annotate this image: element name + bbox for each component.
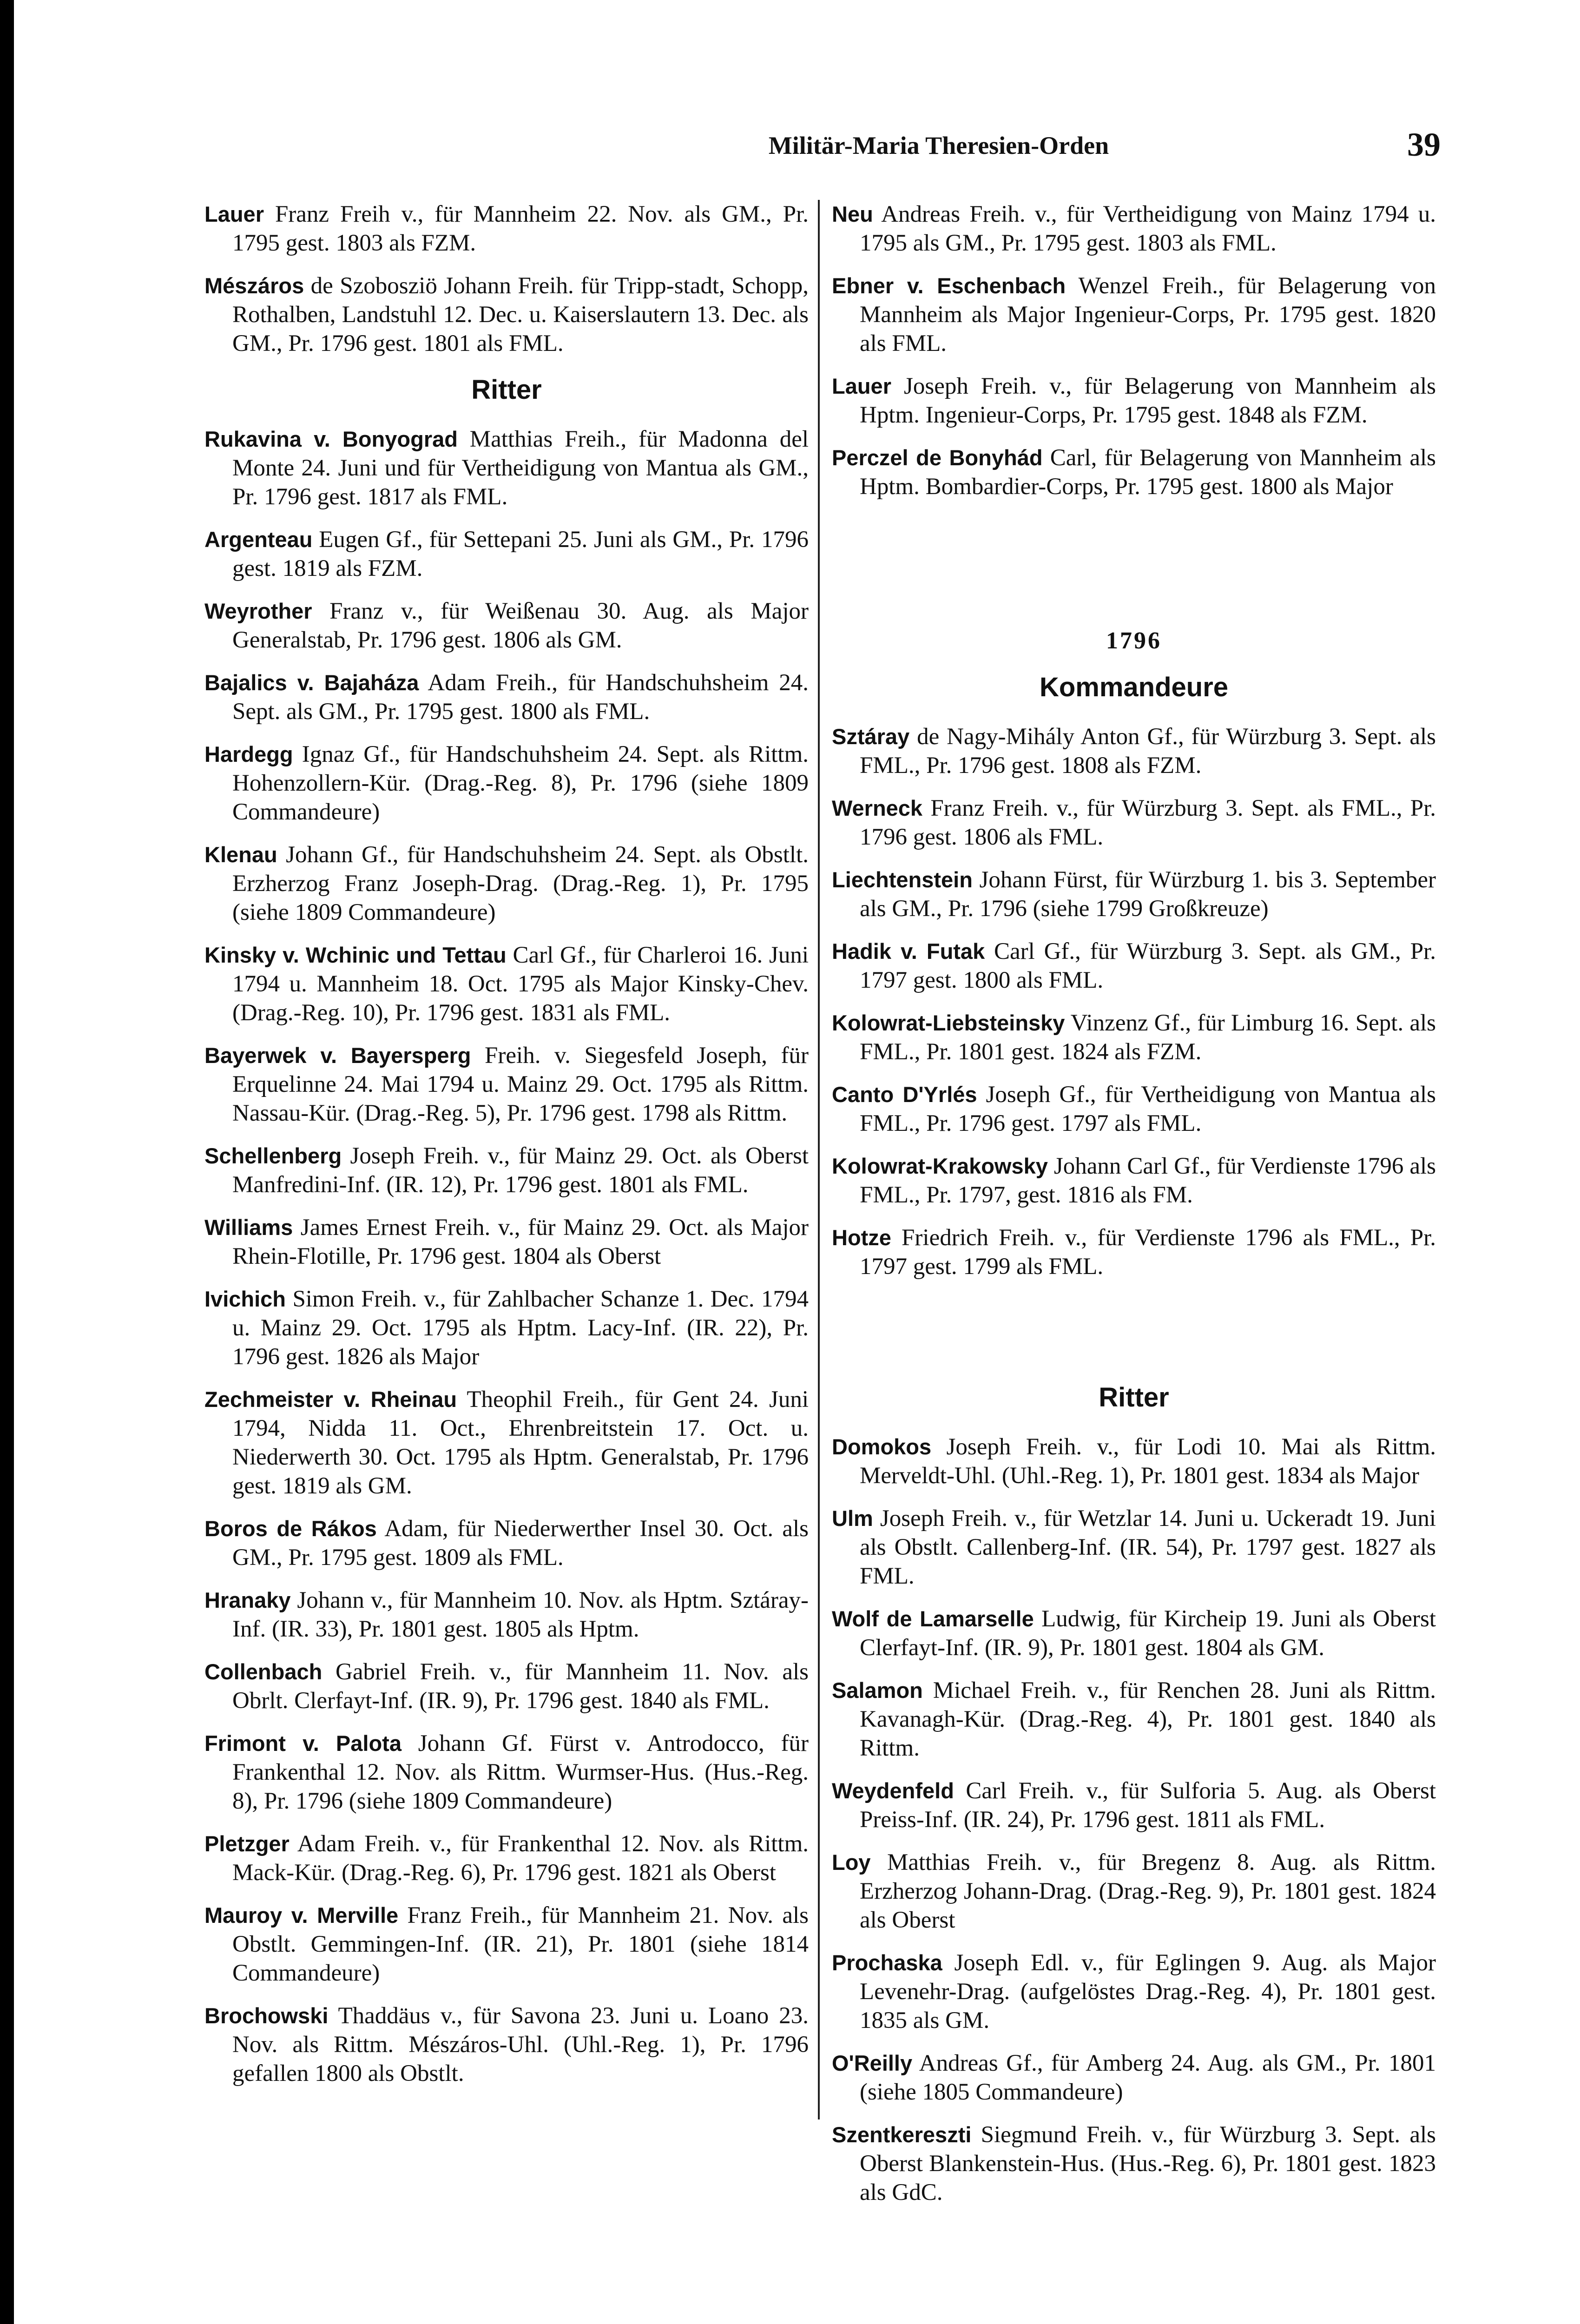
entry — [204, 1514, 809, 1572]
entry-text: Joseph Freih. v., für Mainz 29. Oct. als Oberst Manfredini-Inf. (IR. 12), Pr. 1796 gest. 1801 als FML. — [232, 1143, 809, 1198]
entry-name: Kinsky v. Wchinic und Tettau — [204, 943, 507, 967]
entry — [832, 2049, 1436, 2106]
entry-name: Pletzger — [204, 1831, 290, 1856]
left-column — [204, 200, 809, 2102]
entry — [832, 1848, 1436, 1934]
entry-text: Gabriel Freih. v., für Mannheim 11. Nov. als Obrlt. Clerfayt-Inf. (IR. 9), Pr. 1796 gest. 1840 als FML. — [232, 1659, 809, 1714]
entry — [204, 1041, 809, 1128]
entry — [832, 2120, 1436, 2207]
entry — [204, 1901, 809, 1987]
entry — [204, 1657, 809, 1715]
entry-name: Kolowrat-Liebsteinsky — [832, 1010, 1065, 1035]
entry — [832, 722, 1436, 780]
year-title: 1796 — [1106, 627, 1162, 654]
entry-name: Bajalics v. Bajaháza — [204, 670, 419, 695]
entry-text: de Szobosziö Johann Freih. für Tripp-stadt, Schopp, Rothalben, Landstuhl 12. Dec. u. Kaiserslautern 13. Dec. als GM., Pr. 1796 gest. 1801 als FML. — [232, 273, 809, 357]
entry — [832, 1604, 1436, 1662]
entry — [832, 1948, 1436, 2035]
entry-text: Franz Freih. v., für Würzburg 3. Sept. als FML., Pr. 1796 gest. 1806 als FML. — [860, 795, 1436, 850]
entry-name: Hadik v. Futak — [832, 939, 985, 964]
entry-text: Freih. v. Siegesfeld Joseph, für Erquelinne 24. Mai 1794 u. Mainz 29. Oct. 1795 als Rittm. Nassau-Kür. (Drag.-Reg. 5), Pr. 1796 gest. 1798 als Rittm. — [232, 1043, 809, 1126]
entry-text: Johann Gf., für Handschuhsheim 24. Sept. als Obstlt. Erzherzog Franz Joseph-Drag. (Drag.-Reg. 1), Pr. 1795 (siehe 1809 Commandeure) — [232, 842, 809, 925]
entry — [204, 1586, 809, 1644]
entry-text: Adam Freih. v., für Frankenthal 12. Nov. als Rittm. Mack-Kür. (Drag.-Reg. 6), Pr. 1796 gest. 1821 als Oberst — [232, 1831, 809, 1886]
entry — [204, 740, 809, 826]
entry — [832, 200, 1436, 257]
entry-name: Collenbach — [204, 1659, 323, 1684]
scan-edge-left — [0, 0, 14, 2324]
entry-text: Carl, für Belagerung von Mannheim als Hptm. Bombardier-Corps, Pr. 1795 gest. 1800 als Major — [860, 445, 1436, 500]
right-column — [832, 200, 1436, 2221]
entry — [204, 2001, 809, 2088]
entry-name: Ivichich — [204, 1287, 286, 1311]
entry-text: Vinzenz Gf., für Limburg 16. Sept. als FML., Pr. 1801 gest. 1824 als FZM. — [860, 1010, 1436, 1065]
entry-text: Franz Freih v., für Mannheim 22. Nov. als GM., Pr. 1795 gest. 1803 als FZM. — [232, 201, 809, 256]
entry — [204, 840, 809, 927]
entry-name: O'Reilly — [832, 2051, 913, 2075]
left-entries-b — [204, 425, 809, 2088]
left-entries-a — [204, 200, 809, 358]
entry-name: Salamon — [832, 1678, 923, 1703]
entry-text: Andreas Gf., für Amberg 24. Aug. als GM., Pr. 1801 (siehe 1805 Commandeure) — [860, 2050, 1436, 2105]
entry — [832, 1433, 1436, 1490]
entry-name: Ebner v. Eschenbach — [832, 273, 1066, 298]
entry — [204, 1142, 809, 1199]
entry-text: Thaddäus v., für Savona 23. Juni u. Loano 23. Nov. als Rittm. Mészáros-Uhl. (Uhl.-Reg. 1), Pr. 1796 gefallen 1800 als Obstlt. — [232, 2003, 809, 2086]
entry — [832, 794, 1436, 852]
entry — [832, 1080, 1436, 1138]
entry — [832, 937, 1436, 995]
entry-name: Canto D'Yrlés — [832, 1082, 977, 1107]
running-title: Militär-Maria Theresien-Orden — [768, 132, 1109, 159]
entry-text: Ignaz Gf., für Handschuhsheim 24. Sept. als Rittm. Hohenzollern-Kür. (Drag.-Reg. 8), Pr. 1796 (siehe 1809 Commandeure) — [232, 741, 809, 825]
entry-name: Liechtenstein — [832, 867, 973, 892]
entry-text: Joseph Freih. v., für Wetzlar 14. Juni u. Uckeradt 19. Juni als Obstlt. Callenberg-Inf. (IR. 54), Pr. 1797 gest. 1827 als FML. — [860, 1505, 1436, 1589]
section-title-ritter-right: Ritter — [1099, 1382, 1169, 1413]
entry — [832, 1776, 1436, 1834]
entry — [204, 1385, 809, 1500]
entry — [204, 597, 809, 654]
entry-text: Wenzel Freih., für Belagerung von Mannheim als Major Ingenieur-Corps, Pr. 1795 gest. 1820 als FML. — [860, 273, 1436, 357]
entry-name: Werneck — [832, 796, 923, 820]
entry — [832, 1009, 1436, 1066]
entry-text: Ludwig, für Kircheip 19. Juni als Oberst Clerfayt-Inf. (IR. 9), Pr. 1801 gest. 1804 als GM. — [860, 1606, 1436, 1661]
entry — [204, 1285, 809, 1371]
right-entries-c — [832, 1433, 1436, 2207]
entry-name: Bayerwek v. Bayersperg — [204, 1043, 471, 1068]
entry-name: Frimont v. Palota — [204, 1731, 402, 1756]
entry-name: Lauer — [204, 202, 264, 226]
entry-name: Rukavina v. Bonyograd — [204, 427, 458, 451]
entry-text: de Nagy-Mihály Anton Gf., für Würzburg 3. Sept. als FML., Pr. 1796 gest. 1808 als FZM. — [860, 724, 1436, 779]
entry — [832, 372, 1436, 429]
entry-name: Lauer — [832, 374, 891, 398]
right-entries-a — [832, 200, 1436, 501]
entry-text: Theophil Freih., für Gent 24. Juni 1794, Nidda 11. Oct., Ehrenbreitstein 17. Oct. u. Niederwerth 30. Oct. 1795 als Hptm. Generalstab, Pr. 1796 gest. 1819 als GM. — [232, 1386, 809, 1499]
page-number: 39 — [1407, 126, 1441, 163]
entry — [204, 668, 809, 726]
entry-text: Friedrich Freih. v., für Verdienste 1796 als FML., Pr. 1797 gest. 1799 als FML. — [860, 1225, 1436, 1280]
entry-name: Williams — [204, 1215, 293, 1240]
entry-name: Mauroy v. Merville — [204, 1903, 399, 1928]
entry-name: Loy — [832, 1850, 871, 1875]
entry-text: Carl Gf., für Würzburg 3. Sept. als GM., Pr. 1797 gest. 1800 als FML. — [860, 938, 1436, 993]
entry — [204, 271, 809, 358]
entry-name: Ulm — [832, 1506, 873, 1531]
entry — [832, 865, 1436, 923]
column-divider — [818, 200, 820, 2119]
entry — [832, 1676, 1436, 1763]
entry-text: Johann Fürst, für Würzburg 1. bis 3. September als GM., Pr. 1796 (siehe 1799 Großkreuze) — [860, 867, 1436, 922]
entry-text: Joseph Freih. v., für Lodi 10. Mai als Rittm. Merveldt-Uhl. (Uhl.-Reg. 1), Pr. 1801 gest. 1834 als Major — [860, 1434, 1436, 1489]
entry-name: Boros de Rákos — [204, 1516, 377, 1541]
entry-text: Michael Freih. v., für Renchen 28. Juni als Rittm. Kavanagh-Kür. (Drag.-Reg. 4), Pr. 1801 gest. 1840 als Rittm. — [860, 1677, 1436, 1761]
entry — [204, 941, 809, 1027]
section-title-ritter-left: Ritter — [471, 375, 542, 405]
entry-text: Carl Gf., für Charleroi 16. Juni 1794 u. Mannheim 18. Oct. 1795 als Major Kinsky-Chev. (Drag.-Reg. 10), Pr. 1796 gest. 1831 als FML. — [232, 942, 809, 1026]
entry-name: Kolowrat-Krakowsky — [832, 1154, 1048, 1178]
entry-text: Carl Freih. v., für Sulforia 5. Aug. als Oberst Preiss-Inf. (IR. 24), Pr. 1796 gest. 1811 als FML. — [860, 1778, 1436, 1833]
entry-name: Zechmeister v. Rheinau — [204, 1387, 457, 1412]
entry-text: Johann Gf. Fürst v. Antrodocco, für Frankenthal 12. Nov. als Rittm. Wurmser-Hus. (Hus.-Reg. 8), Pr. 1796 (siehe 1809 Commandeure) — [232, 1730, 809, 1814]
entry-name: Weyrother — [204, 599, 312, 623]
section-title-kommandeure: Kommandeure — [1039, 672, 1229, 702]
entry-name: Domokos — [832, 1434, 932, 1459]
entry-name: Sztáray — [832, 724, 910, 749]
entry-text: Franz Freih., für Mannheim 21. Nov. als Obstlt. Gemmingen-Inf. (IR. 21), Pr. 1801 (siehe 1814 Commandeure) — [232, 1902, 809, 1986]
entry — [204, 1729, 809, 1816]
page-header — [204, 126, 1441, 173]
entry-name: Wolf de Lamarselle — [832, 1606, 1034, 1631]
entry-text: Joseph Freih. v., für Belagerung von Mannheim als Hptm. Ingenieur-Corps, Pr. 1795 gest. 1848 als FZM. — [860, 373, 1436, 428]
entry — [832, 1223, 1436, 1281]
entry-text: Matthias Freih. v., für Bregenz 8. Aug. als Rittm. Erzherzog Johann-Drag. (Drag.-Reg. 9), Pr. 1801 gest. 1824 als Oberst — [860, 1849, 1436, 1933]
entry-text: Johann v., für Mannheim 10. Nov. als Hptm. Sztáray-Inf. (IR. 33), Pr. 1801 gest. 1805 als Hptm. — [232, 1587, 809, 1642]
entry — [832, 1504, 1436, 1591]
entry-text: Siegmund Freih. v., für Würzburg 3. Sept. als Oberst Blankenstein-Hus. (Hus.-Reg. 6), Pr. 1801 gest. 1823 als GdC. — [860, 2122, 1436, 2205]
entry-name: Argenteau — [204, 527, 313, 552]
entry-text: Johann Carl Gf., für Verdienste 1796 als FML., Pr. 1797, gest. 1816 als FM. — [860, 1153, 1436, 1208]
right-entries-b — [832, 722, 1436, 1281]
entry-name: Hranaky — [204, 1588, 291, 1612]
entry — [204, 1829, 809, 1887]
entry-text: Simon Freih. v., für Zahlbacher Schanze 1. Dec. 1794 u. Mainz 29. Oct. 1795 als Hptm. Lacy-Inf. (IR. 22), Pr. 1796 gest. 1826 als Major — [232, 1286, 809, 1370]
entry-text: Matthias Freih., für Madonna del Monte 24. Juni und für Vertheidigung von Mantua als GM., Pr. 1796 gest. 1817 als FML. — [232, 426, 809, 510]
entry-name: Hardegg — [204, 742, 293, 766]
entry — [832, 443, 1436, 501]
entry-name: Prochaska — [832, 1950, 942, 1975]
entry-text: Joseph Gf., für Vertheidigung von Mantua als FML., Pr. 1796 gest. 1797 als FML. — [860, 1082, 1436, 1136]
entry — [204, 1213, 809, 1271]
entry-text: Adam, für Niederwerther Insel 30. Oct. als GM., Pr. 1795 gest. 1809 als FML. — [232, 1516, 809, 1571]
entry-text: Franz v., für Weißenau 30. Aug. als Major Generalstab, Pr. 1796 gest. 1806 als GM. — [232, 598, 809, 653]
entry — [204, 200, 809, 257]
entry-name: Perczel de Bonyhád — [832, 445, 1043, 470]
entry-name: Szentkereszti — [832, 2122, 972, 2147]
entry — [832, 1152, 1436, 1209]
entry — [832, 271, 1436, 358]
entry-text: James Ernest Freih. v., für Mainz 29. Oct. als Major Rhein-Flotille, Pr. 1796 gest. 1804 als Oberst — [232, 1215, 809, 1269]
entry-text: Adam Freih., für Handschuhsheim 24. Sept. als GM., Pr. 1795 gest. 1800 als FML. — [232, 670, 809, 725]
entry-name: Klenau — [204, 842, 277, 867]
entry-name: Mészáros — [204, 273, 304, 298]
entry-text: Andreas Freih. v., für Vertheidigung von Mainz 1794 u. 1795 als GM., Pr. 1795 gest. 1803 als FML. — [860, 201, 1436, 256]
entry — [204, 525, 809, 583]
entry-text: Joseph Edl. v., für Eglingen 9. Aug. als Major Levenehr-Drag. (aufgelöstes Drag.-Reg. 4), Pr. 1801 gest. 1835 als GM. — [860, 1950, 1436, 2034]
entry-text: Eugen Gf., für Settepani 25. Juni als GM., Pr. 1796 gest. 1819 als FZM. — [232, 527, 809, 581]
entry-name: Schellenberg — [204, 1143, 342, 1168]
entry-name: Hotze — [832, 1225, 891, 1250]
entry-name: Weydenfeld — [832, 1778, 954, 1803]
entry-name: Neu — [832, 202, 873, 226]
entry — [204, 425, 809, 511]
entry-name: Brochowski — [204, 2003, 329, 2028]
